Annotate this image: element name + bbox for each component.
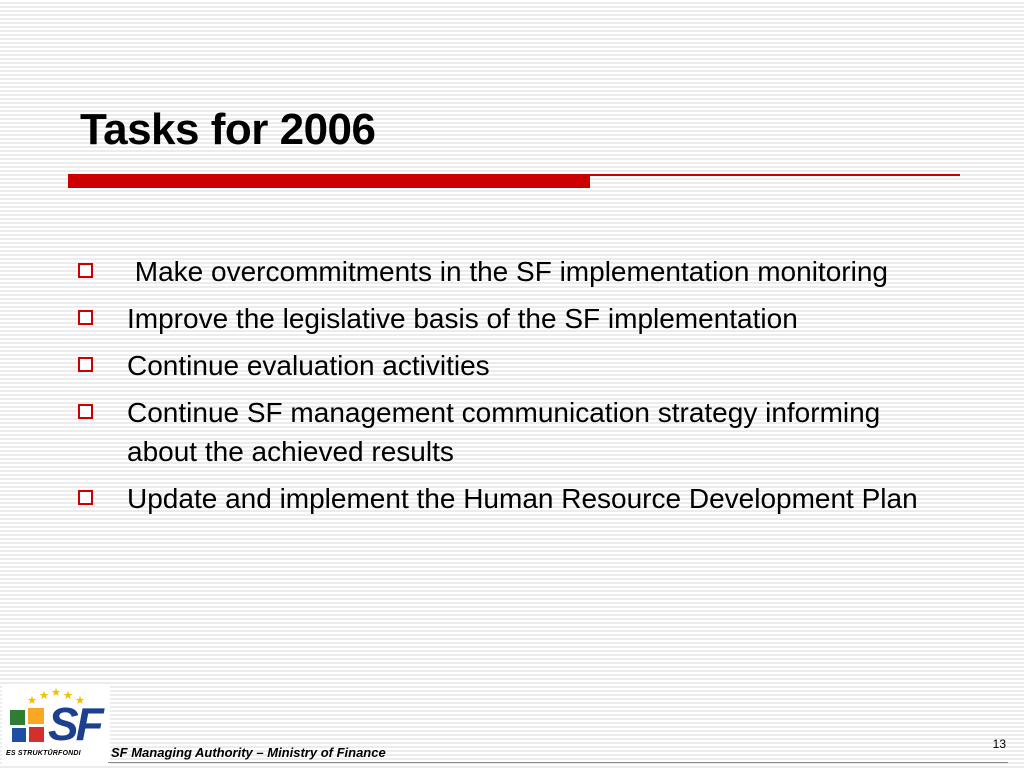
square-bullet-icon bbox=[78, 404, 93, 419]
bullet-text: Continue evaluation activities bbox=[127, 350, 490, 381]
list-item bbox=[78, 393, 938, 471]
bullet-list bbox=[78, 252, 938, 526]
title-underline-line bbox=[590, 174, 960, 176]
list-item bbox=[78, 346, 938, 385]
list-item bbox=[78, 252, 938, 291]
list-item bbox=[78, 299, 938, 338]
colored-squares-icon bbox=[8, 706, 48, 748]
slide-title: Tasks for 2006 bbox=[80, 105, 376, 154]
title-underline-bar bbox=[68, 174, 590, 188]
square-bullet-icon bbox=[78, 263, 93, 278]
list-item bbox=[78, 479, 938, 518]
square-bullet-icon bbox=[78, 357, 93, 372]
square-bullet-icon bbox=[78, 310, 93, 325]
logo-mark: SF bbox=[48, 698, 101, 750]
square-bullet-icon bbox=[78, 490, 93, 505]
footer-text: SF Managing Authority – Ministry of Finance bbox=[111, 745, 386, 760]
page-number: 13 bbox=[992, 737, 1006, 751]
sf-logo bbox=[2, 684, 110, 766]
bullet-text: Update and implement the Human Resource Development Plan bbox=[127, 483, 918, 514]
bullet-text: Make overcommitments in the SF implementation monitoring bbox=[127, 256, 888, 287]
logo-caption: ES STRUKTŪRFONDI bbox=[6, 750, 81, 757]
bullet-text: Continue SF management communication strategy informing about the achieved results bbox=[127, 397, 881, 467]
footer-divider bbox=[108, 762, 1008, 763]
title-underline bbox=[68, 174, 960, 188]
bullet-text: Improve the legislative basis of the SF implementation bbox=[127, 303, 798, 334]
